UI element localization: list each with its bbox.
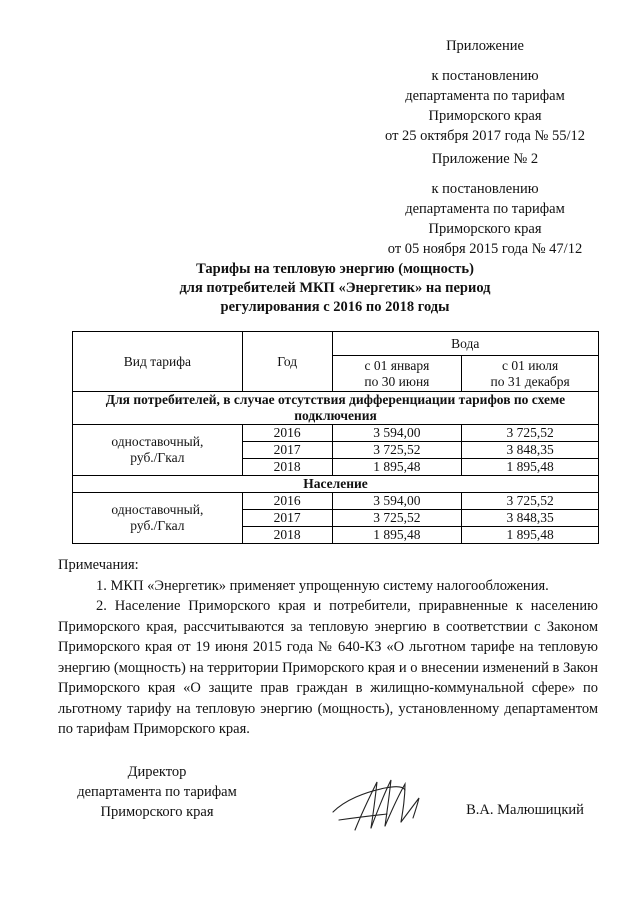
table-cell-year: 2018 [242, 527, 332, 544]
section-header-population: Население [73, 476, 599, 493]
col-header-period2: с 01 июля по 31 декабря [462, 356, 599, 392]
header1-line2: к постановлению [431, 68, 539, 84]
table-cell-year: 2017 [242, 442, 332, 459]
table-cell-year: 2017 [242, 510, 332, 527]
table-cell-value: 3 725,52 [332, 510, 462, 527]
signatory-position-line2: департамента по тарифам [77, 784, 237, 800]
note-item-2: 2. Население Приморского края и потребители, приравненные к населению Приморского края, рассчитываются за тепловую энергию в соответствии с Законом Приморского края от 19 июня 2015 года № 640-КЗ «О льготном тарифе на тепловую энергию (мощность) на территории Приморского края и о внесении изменений в Закон Приморского края «О защите прав граждан в жилищно-коммунальной сфере» по льготному тарифу на тепловую энергию (мощность), установленному департаментом по тарифам Приморского края. [58, 598, 598, 737]
table-cell-value: 3 725,52 [332, 442, 462, 459]
table-cell-value: 3 725,52 [462, 493, 599, 510]
section-header-consumers: Для потребителей, в случае отсутствия дифференциации тарифов по схеме подключения [73, 392, 599, 425]
signatory-name: В.А. Малюшицкий [466, 802, 584, 818]
signatory-position-line3: Приморского края [100, 804, 214, 820]
header2-line1: Приложение № 2 [431, 151, 539, 167]
approval-header-1 [370, 36, 600, 146]
signatory-position [52, 762, 262, 822]
tariff-type-cell: одноставочный, руб./Гкал [73, 425, 243, 476]
header1-line4: Приморского края [428, 108, 542, 124]
document-title [160, 260, 510, 317]
title-line3: регулирования с 2016 по 2018 годы [220, 299, 450, 315]
table-cell-value: 1 895,48 [462, 527, 599, 544]
table-cell-value: 3 725,52 [462, 425, 599, 442]
header1-line5: от 25 октября 2017 года № 55/12 [385, 128, 585, 144]
notes-section [58, 555, 598, 740]
table-cell-value: 3 848,35 [462, 510, 599, 527]
col-header-year: Год [242, 332, 332, 392]
table-cell-value: 3 594,00 [332, 493, 462, 510]
header1-line1: Приложение [446, 38, 524, 54]
tariff-table [72, 331, 599, 544]
table-cell-value: 1 895,48 [462, 459, 599, 476]
col-header-water: Вода [332, 332, 598, 356]
table-cell-year: 2018 [242, 459, 332, 476]
table-cell-value: 3 594,00 [332, 425, 462, 442]
handwritten-signature [325, 770, 435, 840]
notes-heading: Примечания: [58, 557, 139, 573]
header2-line3: департамента по тарифам [405, 201, 565, 217]
tariff-type-cell: одноставочный, руб./Гкал [73, 493, 243, 544]
signatory-position-line1: Директор [127, 764, 187, 780]
header2-line4: Приморского края [428, 221, 542, 237]
note-item-1: 1. МКП «Энергетик» применяет упрощенную систему налогообложения. [96, 577, 549, 594]
col-header-type: Вид тарифа [73, 332, 243, 392]
title-line2: для потребителей МКП «Энергетик» на период [179, 280, 491, 296]
col-header-period1: с 01 января по 30 июня [332, 356, 462, 392]
header2-line5: от 05 ноября 2015 года № 47/12 [387, 241, 583, 257]
header1-line3: департамента по тарифам [405, 88, 565, 104]
table-cell-value: 1 895,48 [332, 527, 462, 544]
header2-line2: к постановлению [431, 181, 539, 197]
table-cell-value: 3 848,35 [462, 442, 599, 459]
table-cell-year: 2016 [242, 493, 332, 510]
table-cell-value: 1 895,48 [332, 459, 462, 476]
approval-header-2 [370, 149, 600, 259]
table-cell-year: 2016 [242, 425, 332, 442]
title-line1: Тарифы на тепловую энергию (мощность) [196, 261, 474, 277]
